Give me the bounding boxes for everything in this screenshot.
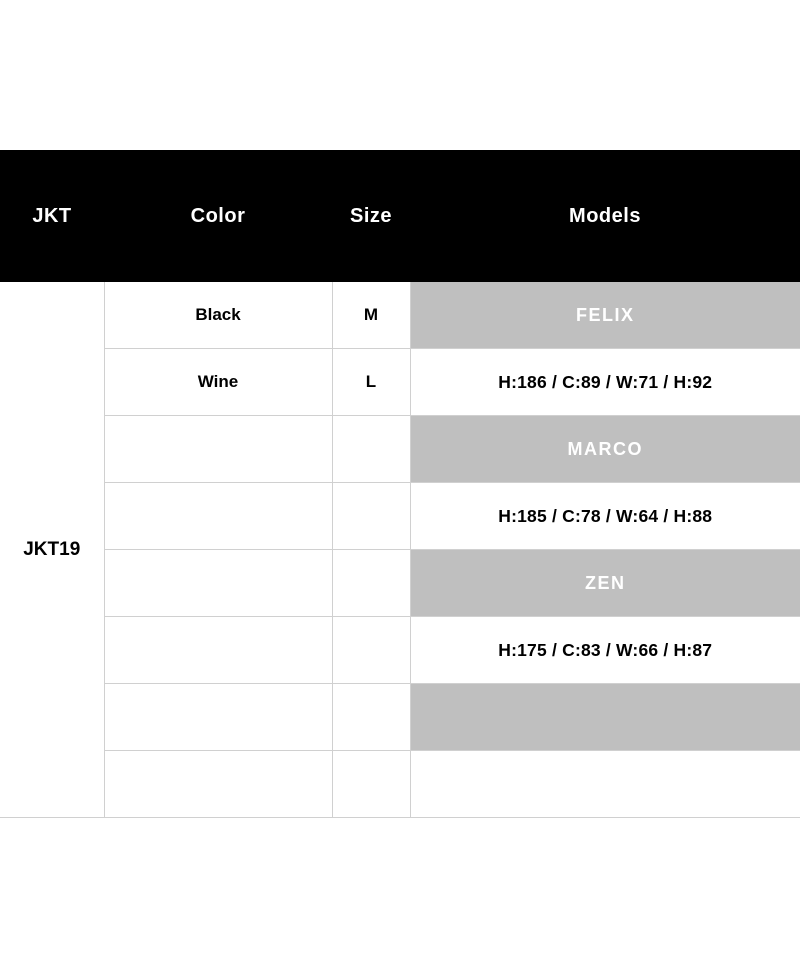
cell-size: M [332, 282, 410, 349]
cell-color [104, 751, 332, 818]
cell-size [332, 617, 410, 684]
cell-color [104, 416, 332, 483]
product-spec-table [0, 150, 800, 818]
cell-model-name: FELIX [410, 282, 800, 349]
cell-color: Black [104, 282, 332, 349]
table-row [0, 349, 800, 416]
cell-color [104, 617, 332, 684]
cell-size [332, 483, 410, 550]
cell-size [332, 751, 410, 818]
cell-model-name [410, 684, 800, 751]
column-header-models: Models [410, 150, 800, 282]
cell-color [104, 483, 332, 550]
column-header-color: Color [104, 150, 332, 282]
cell-color: Wine [104, 349, 332, 416]
table-header [0, 150, 800, 282]
table-row [0, 617, 800, 684]
table-header-row [0, 150, 800, 282]
cell-size: L [332, 349, 410, 416]
cell-model-measurements: H:185 / C:78 / W:64 / H:88 [410, 483, 800, 550]
table-row [0, 751, 800, 818]
table-row [0, 684, 800, 751]
cell-color [104, 550, 332, 617]
product-code-cell: JKT19 [0, 282, 104, 818]
table-row [0, 416, 800, 483]
cell-size [332, 684, 410, 751]
table-row [0, 550, 800, 617]
cell-color [104, 684, 332, 751]
cell-model-measurements [410, 751, 800, 818]
cell-model-name: MARCO [410, 416, 800, 483]
table-row [0, 483, 800, 550]
table-row [0, 282, 800, 349]
table-body [0, 282, 800, 818]
cell-size [332, 416, 410, 483]
column-header-size: Size [332, 150, 410, 282]
cell-model-measurements: H:175 / C:83 / W:66 / H:87 [410, 617, 800, 684]
cell-model-name: ZEN [410, 550, 800, 617]
cell-size [332, 550, 410, 617]
column-header-jkt: JKT [0, 150, 104, 282]
cell-model-measurements: H:186 / C:89 / W:71 / H:92 [410, 349, 800, 416]
